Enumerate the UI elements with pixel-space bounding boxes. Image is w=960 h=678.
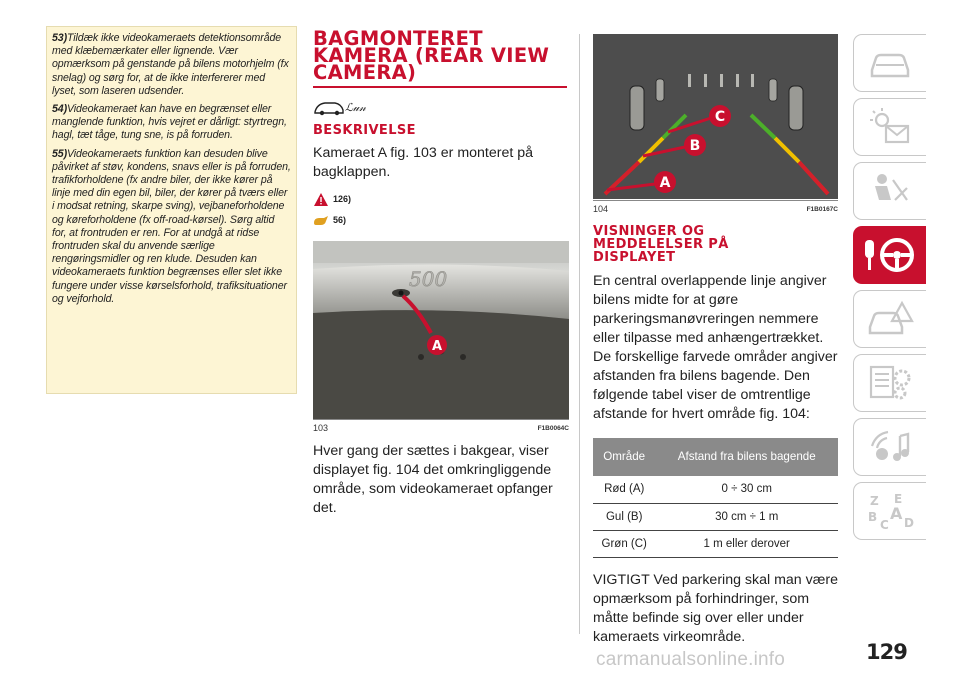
note-text: Videokameraets funktion kan desuden blive påvirket af støv, kondens, snavs eller is på forruden, trafikforholdene (fx andre biler, der ikke kører på linje med din egen bil, biler, der kører på tværs eller i modsat retning, skarpe sving), vejbaneforholdene og køreforholdene (fx off-road-kørsel). Sørg altid for, at frontruden er ren. For at undgå at ridse frontruden skal du anvende særlige rengøringsmidler og ren klude. Desuden kan videokameraets funktion begrænses eller slet ikke fungere under visse kørselsforhold, trafiksituationer og vejforhold. bbox=[52, 147, 291, 305]
note-text: Tildæk ikke videokameraets detektionsområde med klæbemærkater eller lignende. Vær opmærksom på genstande på bilens motorhjelm (fx snelag) og sørg for, at de ikke interfererer med lyset, som laseren udsender. bbox=[52, 32, 289, 97]
tab-index[interactable] bbox=[853, 482, 926, 540]
tab-emergency[interactable] bbox=[853, 290, 926, 348]
note-number: 55) bbox=[52, 147, 68, 160]
visninger-text: En central overlappende linje angiver bilens midte for at gøre parkeringsmanøvreringen nemmere eller tilpasse med anhængertrækket. De forskellige farvede områder angiver afstanden fra bilens bagende. Den følgende tabel viser de omtrentlige afstande for hvert område fig. 104: bbox=[593, 273, 838, 422]
column-divider bbox=[579, 34, 580, 634]
car-dashboard-icon bbox=[868, 46, 912, 80]
table-row bbox=[593, 476, 838, 503]
warning-lights-icon bbox=[866, 106, 914, 148]
svg-text:D: D bbox=[904, 516, 914, 530]
index-alphabet-icon bbox=[864, 489, 916, 533]
tab-safety[interactable] bbox=[853, 162, 926, 220]
title-line: KAMERA (REAR VIEW bbox=[313, 44, 550, 67]
warning-ref bbox=[313, 189, 569, 209]
figure-104-diagram bbox=[593, 34, 838, 199]
column-header: Område bbox=[593, 438, 655, 476]
tab-dashboard[interactable] bbox=[853, 34, 926, 92]
car-logo-text: 500 bbox=[409, 267, 448, 291]
table-cell: 1 m eller derover bbox=[655, 530, 838, 557]
note-text: Videokameraet kan have en begrænset eller manglende funktion, hvis vejret er dårligt: styrtregn, hagl, tæt tåge, tung sne, is på forruden. bbox=[52, 103, 287, 142]
multimedia-icon bbox=[866, 426, 914, 468]
tab-maintenance[interactable] bbox=[853, 354, 926, 412]
section-title bbox=[313, 27, 569, 84]
note-55 bbox=[52, 148, 291, 306]
heading-line: DISPLAYET bbox=[593, 250, 676, 265]
oil-can-icon bbox=[313, 214, 329, 227]
table-cell: Rød (A) bbox=[593, 476, 655, 503]
seat-airbag-icon bbox=[867, 170, 913, 212]
note-53 bbox=[52, 32, 291, 98]
caution-ref bbox=[313, 210, 569, 230]
tab-warning-lights[interactable] bbox=[853, 98, 926, 156]
chapter-tabs bbox=[853, 34, 926, 546]
beskrivelse-text: Kameraet A fig. 103 er monteret på bagklappen. bbox=[313, 145, 534, 180]
table-cell: Gul (B) bbox=[593, 503, 655, 530]
reverse-gear-text: Hver gang der sættes i bakgear, viser displayet fig. 104 det omkringliggende område, som videokameraet opfanger det. bbox=[313, 443, 553, 516]
warning-notes-box bbox=[46, 26, 297, 394]
page-number: 129 bbox=[866, 640, 907, 664]
warning-triangle-icon bbox=[313, 192, 329, 207]
caution-ref-number: 56) bbox=[333, 215, 347, 225]
title-line: CAMERA) bbox=[313, 61, 417, 84]
middle-column bbox=[313, 27, 569, 518]
figure-103-caption bbox=[313, 419, 569, 433]
figure-number: 104 bbox=[593, 204, 609, 214]
marker-a-label: A bbox=[659, 175, 671, 191]
tab-starting-driving[interactable] bbox=[853, 226, 926, 284]
svg-text:C: C bbox=[880, 518, 889, 532]
right-column bbox=[593, 34, 838, 647]
title-divider bbox=[313, 86, 567, 88]
watermark: carmanualsonline.info bbox=[596, 649, 786, 670]
note-number: 53) bbox=[52, 32, 68, 44]
beskrivelse-heading: BESKRIVELSE bbox=[313, 123, 416, 138]
heading-line: VISNINGER OG bbox=[593, 224, 705, 239]
svg-text:Z: Z bbox=[870, 494, 879, 508]
distance-table bbox=[593, 438, 838, 558]
table-cell: Grøn (C) bbox=[593, 530, 655, 557]
marker-b-label: B bbox=[689, 138, 701, 154]
table-row bbox=[593, 530, 838, 557]
table-cell: 0 ÷ 30 cm bbox=[655, 476, 838, 503]
svg-text:A: A bbox=[890, 504, 903, 523]
note-number: 54) bbox=[52, 103, 68, 116]
table-row bbox=[593, 503, 838, 530]
lounge-car-icon bbox=[313, 94, 569, 118]
marker-a-label: A bbox=[431, 339, 443, 354]
tab-multimedia[interactable] bbox=[853, 418, 926, 476]
figure-103-photo bbox=[313, 241, 569, 419]
key-steering-wheel-icon bbox=[861, 234, 919, 276]
figure-code: F1B0167C bbox=[806, 205, 838, 213]
svg-text:E: E bbox=[894, 492, 903, 506]
figure-104-caption bbox=[593, 200, 838, 214]
warning-ref-number: 126) bbox=[333, 194, 352, 204]
figure-number: 103 bbox=[313, 423, 329, 433]
note-54 bbox=[52, 103, 291, 143]
visninger-heading bbox=[593, 225, 838, 264]
marker-c-label: C bbox=[714, 109, 726, 125]
important-note: VIGTIGT Ved parkering skal man være opmærksom på forhindringer, som måtte befinde sig over eller under kameraets virkeområde. bbox=[593, 571, 838, 645]
column-header: Afstand fra bilens bagende bbox=[655, 438, 838, 476]
figure-code: F1B0064C bbox=[537, 424, 569, 432]
title-line: BAGMONTERET bbox=[313, 27, 483, 50]
brand-text: ℒ𝓊𝓃 bbox=[345, 101, 366, 114]
heading-line: MEDDELELSER PÅ bbox=[593, 237, 729, 252]
table-header-row bbox=[593, 438, 838, 476]
car-emergency-icon bbox=[866, 299, 914, 339]
svg-text:B: B bbox=[868, 510, 878, 524]
maintenance-gear-icon bbox=[866, 362, 914, 404]
table-cell: 30 cm ÷ 1 m bbox=[655, 503, 838, 530]
